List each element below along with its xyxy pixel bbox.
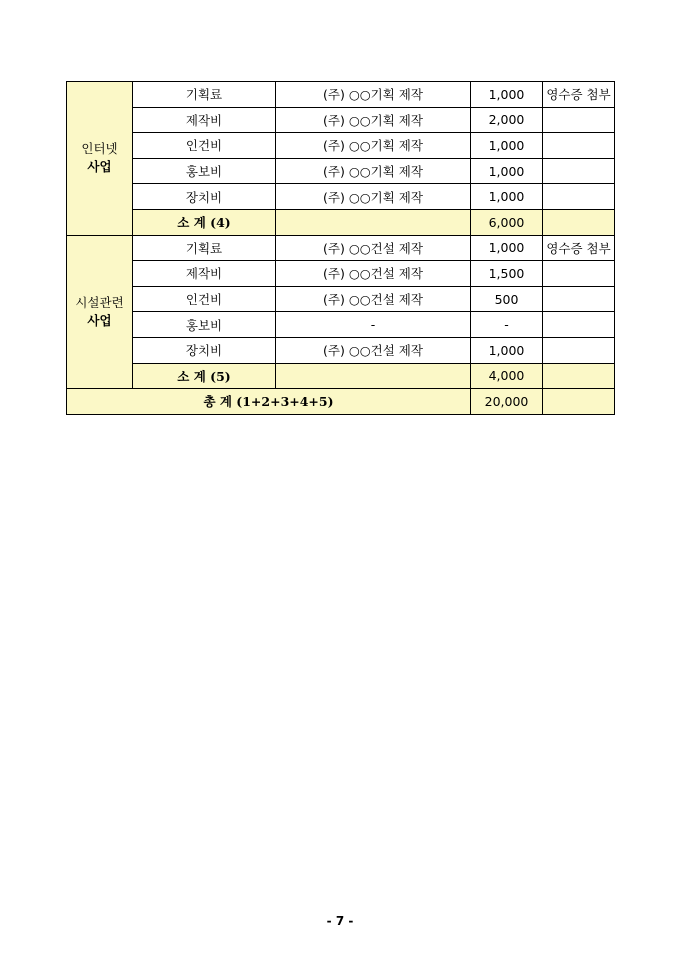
vendor-cell: (주) ○○기획 제작 — [276, 82, 471, 108]
vendor-cell: (주) ○○건설 제작 — [276, 286, 471, 312]
amount-cell: 1,000 — [471, 235, 543, 261]
vendor-cell: (주) ○○기획 제작 — [276, 107, 471, 133]
section-title-line1: 인터넷 — [81, 141, 118, 157]
note-cell — [543, 312, 615, 338]
vendor-cell: (주) ○○기획 제작 — [276, 158, 471, 184]
note-cell — [543, 184, 615, 210]
item-cell: 인건비 — [133, 133, 276, 159]
vendor-cell: (주) ○○건설 제작 — [276, 261, 471, 287]
amount-cell: 1,000 — [471, 337, 543, 363]
subtotal-blank — [276, 209, 471, 235]
total-label: 총 계 (1+2+3+4+5) — [67, 389, 471, 415]
note-cell: 영수증 첨부 — [543, 235, 615, 261]
table-row — [67, 184, 615, 210]
subtotal-amount: 6,000 — [471, 209, 543, 235]
note-cell — [543, 261, 615, 287]
table-row — [67, 133, 615, 159]
subtotal-note — [543, 209, 615, 235]
amount-cell: 2,000 — [471, 107, 543, 133]
amount-cell: 1,000 — [471, 184, 543, 210]
vendor-cell: (주) ○○기획 제작 — [276, 133, 471, 159]
table-row — [67, 337, 615, 363]
item-cell: 장치비 — [133, 337, 276, 363]
subtotal-label: 소 계 (4) — [133, 209, 276, 235]
section-facility — [67, 235, 615, 389]
vendor-cell: (주) ○○건설 제작 — [276, 337, 471, 363]
section-internet — [67, 82, 615, 236]
item-cell: 기획료 — [133, 82, 276, 108]
amount-cell: 1,000 — [471, 133, 543, 159]
section-title-line1: 시설관련 — [75, 294, 124, 310]
amount-cell: 1,500 — [471, 261, 543, 287]
amount-cell: - — [471, 312, 543, 338]
amount-cell: 1,000 — [471, 82, 543, 108]
section-title-line2: 사업 — [87, 159, 112, 175]
note-cell — [543, 107, 615, 133]
item-cell: 제작비 — [133, 261, 276, 287]
subtotal-label: 소 계 (5) — [133, 363, 276, 389]
total-section — [67, 389, 615, 415]
subtotal-amount: 4,000 — [471, 363, 543, 389]
subtotal-row — [67, 209, 615, 235]
subtotal-row — [67, 363, 615, 389]
section-title-line2: 사업 — [87, 312, 112, 328]
subtotal-note — [543, 363, 615, 389]
table-row — [67, 158, 615, 184]
vendor-cell: - — [276, 312, 471, 338]
item-cell: 제작비 — [133, 107, 276, 133]
page-number: - 7 - — [326, 914, 354, 928]
note-cell: 영수증 첨부 — [543, 82, 615, 108]
table-row — [67, 312, 615, 338]
item-cell: 장치비 — [133, 184, 276, 210]
item-cell: 홍보비 — [133, 312, 276, 338]
amount-cell: 1,000 — [471, 158, 543, 184]
table-row — [67, 107, 615, 133]
item-cell: 인건비 — [133, 286, 276, 312]
section-title-cell — [67, 82, 133, 236]
amount-cell: 500 — [471, 286, 543, 312]
note-cell — [543, 133, 615, 159]
table-row — [67, 235, 615, 261]
table-row — [67, 261, 615, 287]
item-cell: 기획료 — [133, 235, 276, 261]
vendor-cell: (주) ○○건설 제작 — [276, 235, 471, 261]
note-cell — [543, 158, 615, 184]
total-note — [543, 389, 615, 415]
total-amount: 20,000 — [471, 389, 543, 415]
total-row — [67, 389, 615, 415]
note-cell — [543, 337, 615, 363]
note-cell — [543, 286, 615, 312]
table-row — [67, 286, 615, 312]
item-cell: 홍보비 — [133, 158, 276, 184]
section-title-cell — [67, 235, 133, 389]
budget-table — [66, 81, 615, 415]
vendor-cell: (주) ○○기획 제작 — [276, 184, 471, 210]
subtotal-blank — [276, 363, 471, 389]
table-row — [67, 82, 615, 108]
